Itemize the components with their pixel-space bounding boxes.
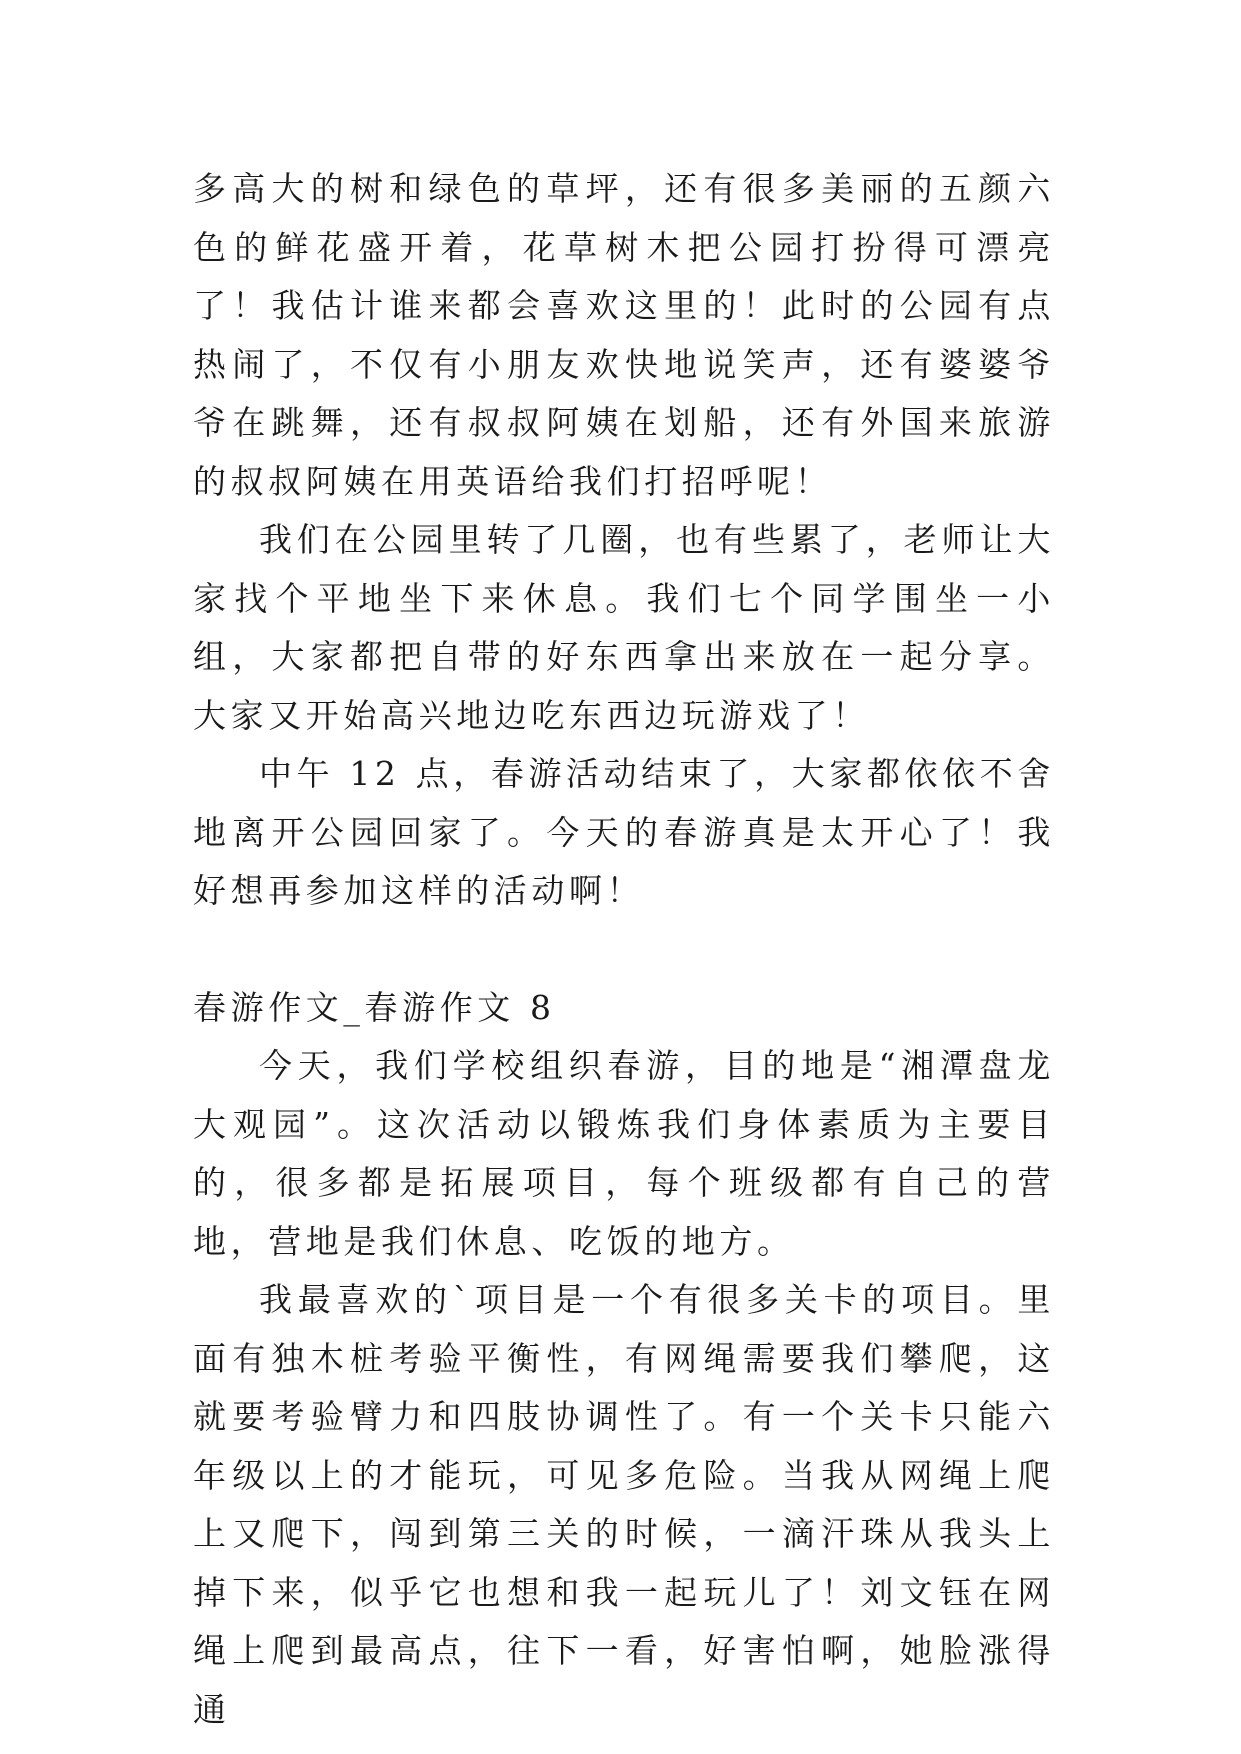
essay-paragraph: 多高大的树和绿色的草坪，还有很多美丽的五颜六色的鲜花盛开着，花草树木把公园打扮得可漂亮了！我估计谁来都会喜欢这里的！此时的公园有点热闹了，不仅有小朋友欢快地说笑声，还有婆婆爷爷在跳舞，还有叔叔阿姨在划船，还有外国来旅游的叔叔阿姨在用英语给我们打招呼呢！ (193, 169, 1055, 501)
essay-paragraph: 我们在公园里转了几圈，也有些累了，老师让大家找个平地坐下来休息。我们七个同学围坐一小组，大家都把自带的好东西拿出来放在一起分享。大家又开始高兴地边吃东西边玩游戏了！ (193, 520, 1055, 735)
section-heading: 春游作文_春游作文 8 (193, 987, 556, 1027)
essay-paragraph: 我最喜欢的`项目是一个有很多关卡的项目。里面有独木桩考验平衡性，有网绳需要我们攀爬，这就要考验臂力和四肢协调性了。有一个关卡只能六年级以上的才能玩，可见多危险。当我从网绳上爬上又爬下，闯到第三关的时候，一滴汗珠从我头上掉下来，似乎它也想和我一起玩儿了！刘文钰在网绳上爬到最高点，往下一看，好害怕啊，她脸涨得通 (193, 1280, 1055, 1729)
section-spacer (193, 921, 1055, 979)
document-page (193, 160, 1055, 1739)
essay-paragraph: 中午 12 点，春游活动结束了，大家都依依不舍地离开公园回家了。今天的春游真是太开心了！我好想再参加这样的活动啊！ (193, 754, 1055, 910)
essay-paragraph: 今天，我们学校组织春游，目的地是“湘潭盘龙大观园”。这次活动以锻炼我们身体素质为主要目的，很多都是拓展项目，每个班级都有自己的营地，营地是我们休息、吃饭的地方。 (193, 1046, 1055, 1261)
